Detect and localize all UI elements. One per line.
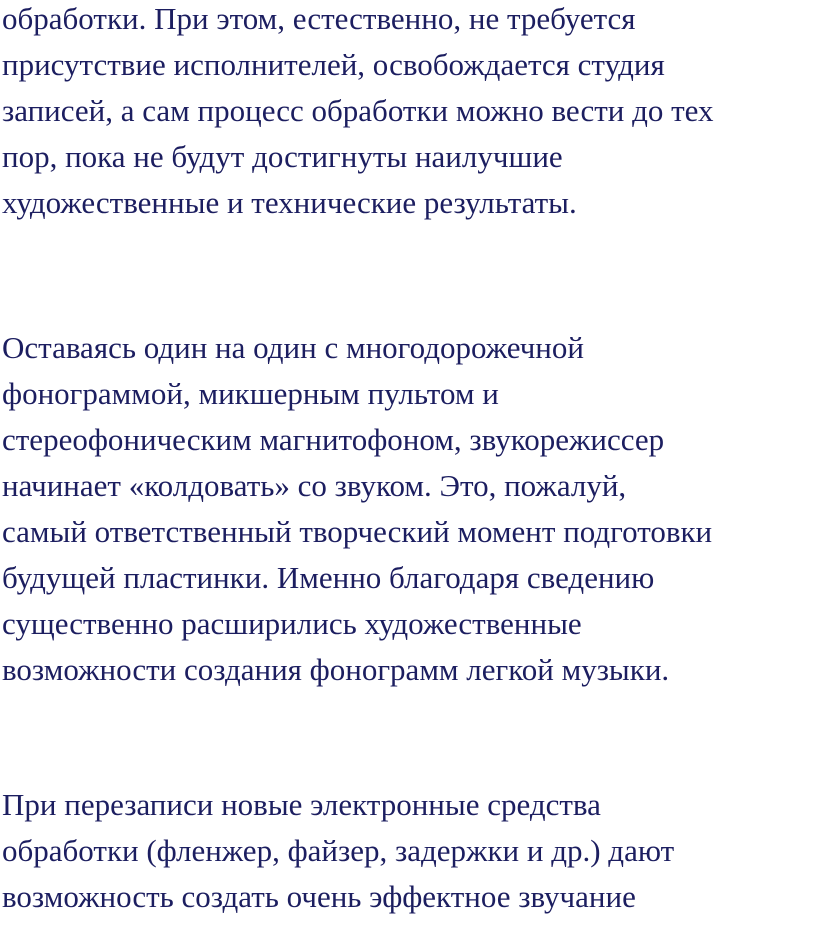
text-line: присутствие исполнителей, освобождается студия — [2, 47, 665, 82]
text-line: обработки (фленжер, файзер, задержки и др.) дают — [2, 833, 675, 868]
text-line: самый ответственный творческий момент подготовки — [2, 514, 713, 549]
text-line: обработки. При этом, естественно, не требуется — [2, 1, 636, 36]
text-line: Оставаясь один на один с многодорожечной — [2, 330, 584, 365]
text-line: возможности создания фонограмм легкой музыки. — [2, 652, 670, 687]
text-line: возможность создать очень эффектное звучание — [2, 879, 636, 914]
text-line: записей, а сам процесс обработки можно вести до тех — [2, 93, 714, 128]
paragraph-processing — [2, 0, 714, 226]
text-line: стереофоническим магнитофоном, звукорежиссер — [2, 422, 665, 457]
text-line: существенно расширились художественные — [2, 606, 582, 641]
text-line: фонограммой, микшерным пультом и — [2, 376, 499, 411]
text-line: пор, пока не будут достигнуты наилучшие — [2, 139, 563, 174]
text-line: При перезаписи новые электронные средства — [2, 787, 601, 822]
text-line: художественные и технические результаты. — [2, 185, 577, 220]
paragraph-rerecording — [2, 782, 674, 920]
text-line: начинает «колдовать» со звуком. Это, пожалуй, — [2, 468, 627, 503]
paragraph-mixing — [2, 325, 712, 693]
text-line: будущей пластинки. Именно благодаря сведению — [2, 560, 655, 595]
